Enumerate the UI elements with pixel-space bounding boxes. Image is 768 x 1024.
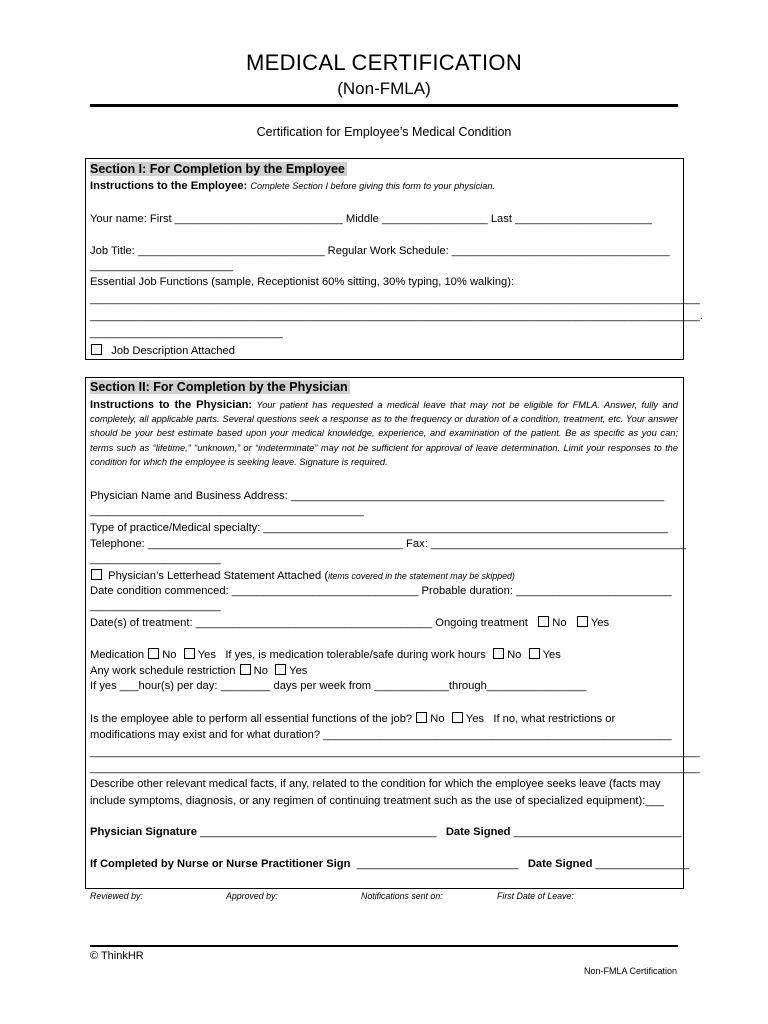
restriction-label: Any work schedule restriction: [90, 665, 236, 677]
footer-document-name: Non-FMLA Certification: [583, 966, 677, 976]
essential-no-checkbox[interactable]: [416, 712, 427, 723]
footer-rule: [90, 945, 678, 947]
nurse-signature-row: [90, 858, 689, 870]
letterhead-checkbox[interactable]: [91, 569, 102, 580]
nurse-date-signed-label: Date Signed: [527, 858, 593, 870]
hours-per-day-field[interactable]: If yes ___hour(s) per day: ________ days per week from ____________through________________: [90, 680, 587, 692]
modifications-line-1[interactable]: __________________________________________________________________________________________________: [90, 746, 700, 758]
physician-instructions-label: Instructions to the Physician:: [90, 399, 253, 411]
tolerable-no-label: No: [507, 649, 522, 661]
modifications-field[interactable]: modifications may exist and for what duration? ________________________________________________________: [90, 729, 672, 741]
describe-facts-line-1: Describe other relevant medical facts, if any, related to the condition for which the employee seeks leave (facts may: [90, 778, 661, 790]
physician-signature-label: Physician Signature: [90, 826, 197, 838]
first-date-of-leave-label: First Date of Leave:: [497, 891, 574, 901]
essential-functions-question: Is the employee able to perform all essential functions of the job?: [90, 713, 413, 725]
employee-instructions: [90, 180, 495, 192]
essential-functions-row: [90, 712, 615, 725]
restriction-no-label: No: [253, 665, 268, 677]
physician-signature-row: [90, 826, 682, 838]
essential-functions-line-2[interactable]: __________________________________________________________________________________________________.: [90, 310, 703, 322]
modifications-line-2[interactable]: __________________________________________________________________________________________________: [90, 762, 700, 774]
essential-functions-line-3[interactable]: _______________________________: [90, 327, 283, 339]
date-commenced-field[interactable]: Date condition commenced: ______________________________ Probable duration: _________________________: [90, 585, 672, 597]
restriction-row: [90, 664, 307, 677]
essential-no-label: No: [430, 713, 445, 725]
ongoing-no-checkbox[interactable]: [538, 616, 549, 627]
copyright: © ThinkHR: [90, 950, 144, 962]
letterhead-note: items covered in the statement may be skipped): [328, 571, 515, 581]
treatment-dates-row: [90, 616, 609, 629]
medication-yes-checkbox[interactable]: [184, 648, 195, 659]
job-title-continuation[interactable]: _______________________: [90, 260, 234, 272]
medication-no-checkbox[interactable]: [148, 648, 159, 659]
physician-name-continuation[interactable]: ____________________________________________: [90, 505, 364, 517]
tolerable-yes-checkbox[interactable]: [529, 648, 540, 659]
ongoing-no-label: No: [552, 617, 567, 629]
medication-label: Medication: [90, 649, 145, 661]
restriction-no-checkbox[interactable]: [240, 664, 251, 675]
section-physician-heading: Section II: For Completion by the Physician: [90, 380, 348, 394]
nurse-date-signed-field[interactable]: _______________: [595, 858, 689, 870]
document-title: MEDICAL CERTIFICATION: [245, 50, 523, 75]
essential-yes-checkbox[interactable]: [452, 712, 463, 723]
physician-signature-field[interactable]: ______________________________________: [200, 826, 437, 838]
notifications-sent-label: Notifications sent on:: [361, 891, 443, 901]
if-no-label: If no, what restrictions or: [493, 713, 616, 725]
medication-row: [90, 648, 561, 661]
name-field[interactable]: Your name: First ___________________________ Middle _________________ Last ______________________: [90, 213, 652, 225]
essential-yes-label: Yes: [465, 713, 485, 725]
job-description-label: Job Description Attached: [111, 345, 235, 357]
medication-no-label: No: [162, 649, 177, 661]
date-signed-label: Date Signed: [445, 826, 511, 838]
telephone-fax-field[interactable]: Telephone: _________________________________________ Fax: _________________________________________: [90, 538, 687, 550]
medication-yes-label: Yes: [197, 649, 216, 661]
reviewed-by-label: Reviewed by:: [90, 891, 143, 901]
form-title: Certification for Employee’s Medical Condition: [256, 125, 512, 139]
employee-instructions-text: Complete Section I before giving this form to your physician.: [250, 181, 495, 191]
restriction-yes-label: Yes: [289, 665, 308, 677]
tolerable-yes-label: Yes: [542, 649, 561, 661]
tolerable-no-checkbox[interactable]: [493, 648, 504, 659]
section-employee-heading: Section I: For Completion by the Employee: [90, 162, 345, 176]
restriction-yes-checkbox[interactable]: [275, 664, 286, 675]
header-rule: [90, 104, 678, 107]
nurse-signature-label: If Completed by Nurse or Nurse Practitioner Sign: [90, 858, 351, 870]
date-signed-field[interactable]: ___________________________: [513, 826, 682, 838]
practice-field[interactable]: Type of practice/Medical specialty: _________________________________________________________________: [90, 522, 668, 534]
physician-instructions-text: Your patient has requested a medical leave that may not be eligible for FMLA. Answer, fully and completely, all applicable parts. Several questions seek a response as to the frequency or duration of a condition, treatment, etc. Your answer should be your best estimate based upon your medical knowledge, experience, and examination of the patient. Be as specific as you can; terms such as “lifetime,” “unknown,” or “indeterminate” may not be sufficient for approval of leave determination. Limit your responses to the condition for which the employee is seeking leave. Signature is required.: [90, 400, 678, 467]
ongoing-yes-label: Yes: [590, 617, 610, 629]
employee-instructions-label: Instructions to the Employee:: [90, 180, 248, 192]
date-commenced-continuation[interactable]: _____________________: [90, 600, 221, 612]
physician-name-field[interactable]: Physician Name and Business Address: ____________________________________________________________: [90, 490, 665, 502]
letterhead-attached[interactable]: [90, 569, 515, 582]
document-subtitle: (Non-FMLA): [337, 79, 431, 98]
medication-question: If yes, is medication tolerable/safe during work hours: [225, 649, 486, 661]
job-description-attached[interactable]: [90, 344, 235, 357]
nurse-signature-field[interactable]: __________________________: [356, 858, 519, 870]
approved-by-label: Approved by:: [226, 891, 278, 901]
ongoing-yes-checkbox[interactable]: [577, 616, 588, 627]
physician-instructions: [90, 398, 678, 469]
treatment-dates-field[interactable]: Date(s) of treatment: ______________________________________ Ongoing treatment: [90, 617, 528, 629]
telephone-continuation: _____________________: [90, 553, 221, 565]
essential-functions-label: Essential Job Functions (sample, Receptionist 60% sitting, 30% typing, 10% walking):: [90, 276, 515, 288]
describe-facts-line-2[interactable]: include symptoms, diagnosis, or any regimen of continuing treatment such as the use of specialized equipment):___: [90, 795, 664, 807]
essential-functions-line-1[interactable]: __________________________________________________________________________________________________: [90, 293, 700, 305]
job-description-checkbox[interactable]: [91, 344, 102, 355]
job-title-field[interactable]: Job Title: ______________________________ Regular Work Schedule: ___________________________________: [90, 245, 670, 257]
letterhead-label: Physician’s Letterhead Statement Attached (: [108, 570, 329, 582]
